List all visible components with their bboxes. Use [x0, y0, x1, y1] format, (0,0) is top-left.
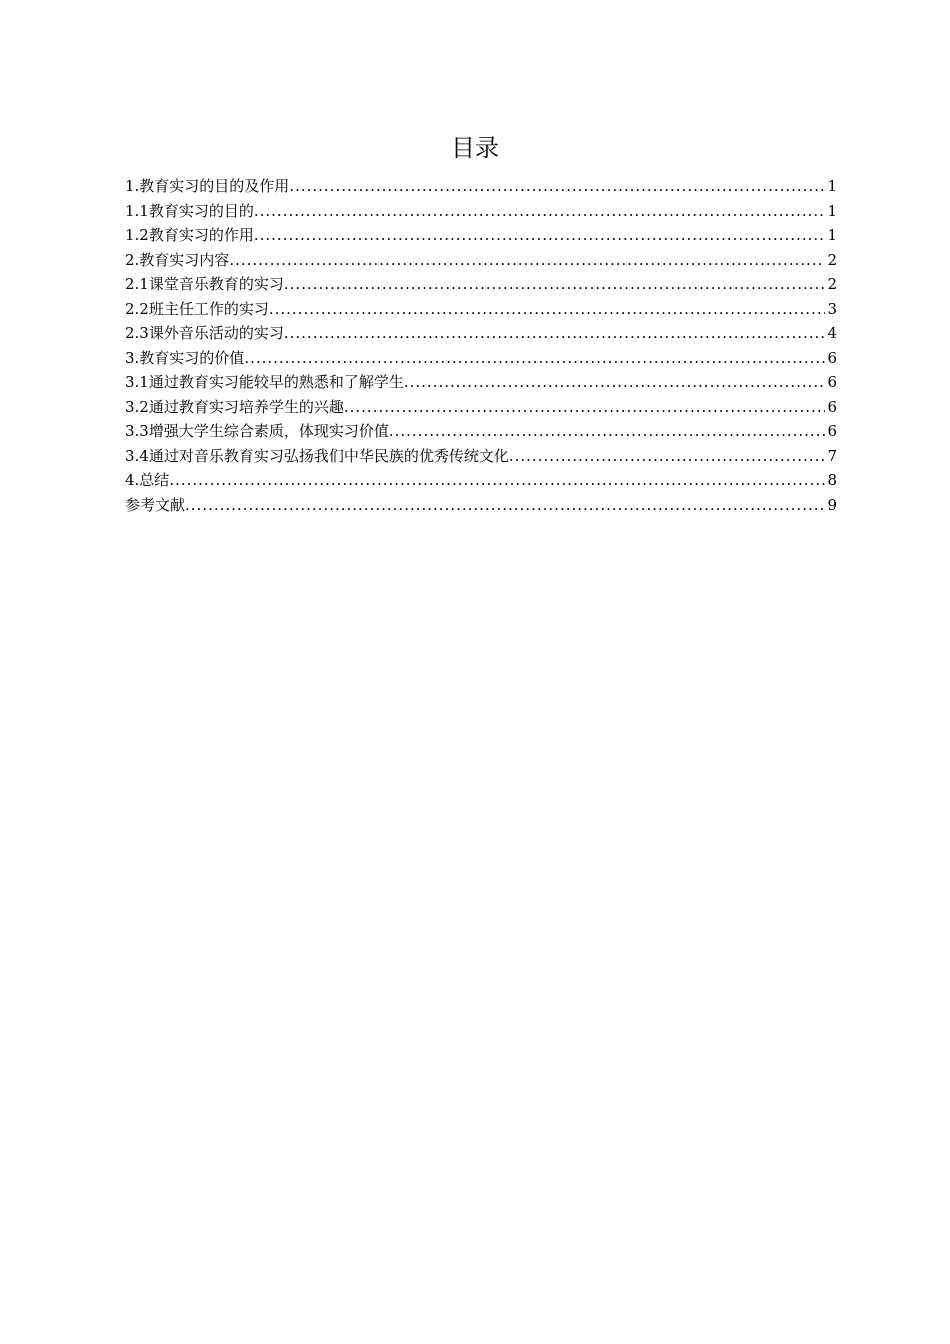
- toc-dot-leader: [254, 223, 826, 248]
- toc-entry-label: 4.总结: [125, 471, 170, 489]
- toc-entry-page: 9: [827, 495, 837, 514]
- toc-entry[interactable]: [125, 297, 837, 322]
- toc-entry-page: 4: [827, 324, 837, 342]
- table-of-contents: [125, 174, 837, 517]
- toc-entry[interactable]: [125, 370, 837, 395]
- toc-title: 目录: [451, 134, 499, 162]
- toc-dot-leader: [169, 468, 825, 493]
- toc-entry[interactable]: [125, 493, 837, 518]
- toc-dot-leader: [254, 199, 826, 224]
- toc-entry-label: 1.1教育实习的目的: [125, 201, 254, 220]
- toc-entry[interactable]: [125, 395, 837, 420]
- toc-dot-leader: [509, 444, 826, 469]
- toc-dot-leader: [284, 321, 826, 346]
- toc-entry-page: 2: [827, 275, 837, 293]
- toc-dot-leader: [404, 370, 826, 395]
- toc-dot-leader: [389, 419, 826, 444]
- toc-entry-label: 1.教育实习的目的及作用: [125, 177, 290, 195]
- toc-entry[interactable]: [125, 272, 837, 297]
- toc-entry-page: 7: [827, 446, 837, 465]
- toc-entry[interactable]: [125, 174, 837, 199]
- toc-entry[interactable]: [125, 444, 837, 469]
- toc-entry[interactable]: [125, 199, 837, 224]
- toc-entry-label: 3.2通过教育实习培养学生的兴趣: [125, 397, 344, 416]
- toc-entry-label: 参考文献: [125, 495, 186, 514]
- toc-dot-leader: [185, 493, 825, 518]
- toc-entry-page: 6: [827, 373, 837, 391]
- toc-entry[interactable]: [125, 468, 837, 493]
- toc-entry-label: 1.2教育实习的作用: [125, 226, 254, 244]
- toc-entry-page: 1: [827, 177, 837, 195]
- toc-entry[interactable]: [125, 321, 837, 346]
- toc-dot-leader: [289, 174, 825, 199]
- toc-dot-leader: [229, 248, 825, 273]
- toc-entry-page: 3: [827, 299, 837, 318]
- toc-entry-label: 3.教育实习的价值: [125, 348, 245, 367]
- toc-entry-label: 2.教育实习内容: [125, 250, 230, 269]
- toc-dot-leader: [244, 346, 825, 371]
- toc-entry-page: 6: [827, 422, 837, 440]
- toc-entry-label: 2.2班主任工作的实习: [125, 299, 269, 318]
- toc-entry[interactable]: [125, 346, 837, 371]
- toc-dot-leader: [269, 297, 826, 322]
- toc-entry-label: 2.3课外音乐活动的实习: [125, 324, 284, 342]
- toc-entry-page: 6: [827, 348, 837, 367]
- toc-entry-page: 8: [827, 471, 837, 489]
- toc-entry-label: 3.3增强大学生综合素质，体现实习价值: [125, 422, 389, 440]
- toc-entry-page: 1: [827, 226, 837, 244]
- toc-entry[interactable]: [125, 248, 837, 273]
- toc-entry[interactable]: [125, 419, 837, 444]
- toc-entry-page: 2: [827, 250, 837, 269]
- toc-entry-label: 3.1通过教育实习能较早的熟悉和了解学生: [125, 373, 404, 391]
- toc-entry[interactable]: [125, 223, 837, 248]
- toc-entry-page: 1: [827, 201, 837, 220]
- toc-entry-page: 6: [827, 397, 837, 416]
- toc-entry-label: 2.1课堂音乐教育的实习: [125, 275, 284, 293]
- toc-dot-leader: [284, 272, 826, 297]
- toc-entry-label: 3.4通过对音乐教育实习弘扬我们中华民族的优秀传统文化: [125, 446, 509, 465]
- toc-dot-leader: [344, 395, 826, 420]
